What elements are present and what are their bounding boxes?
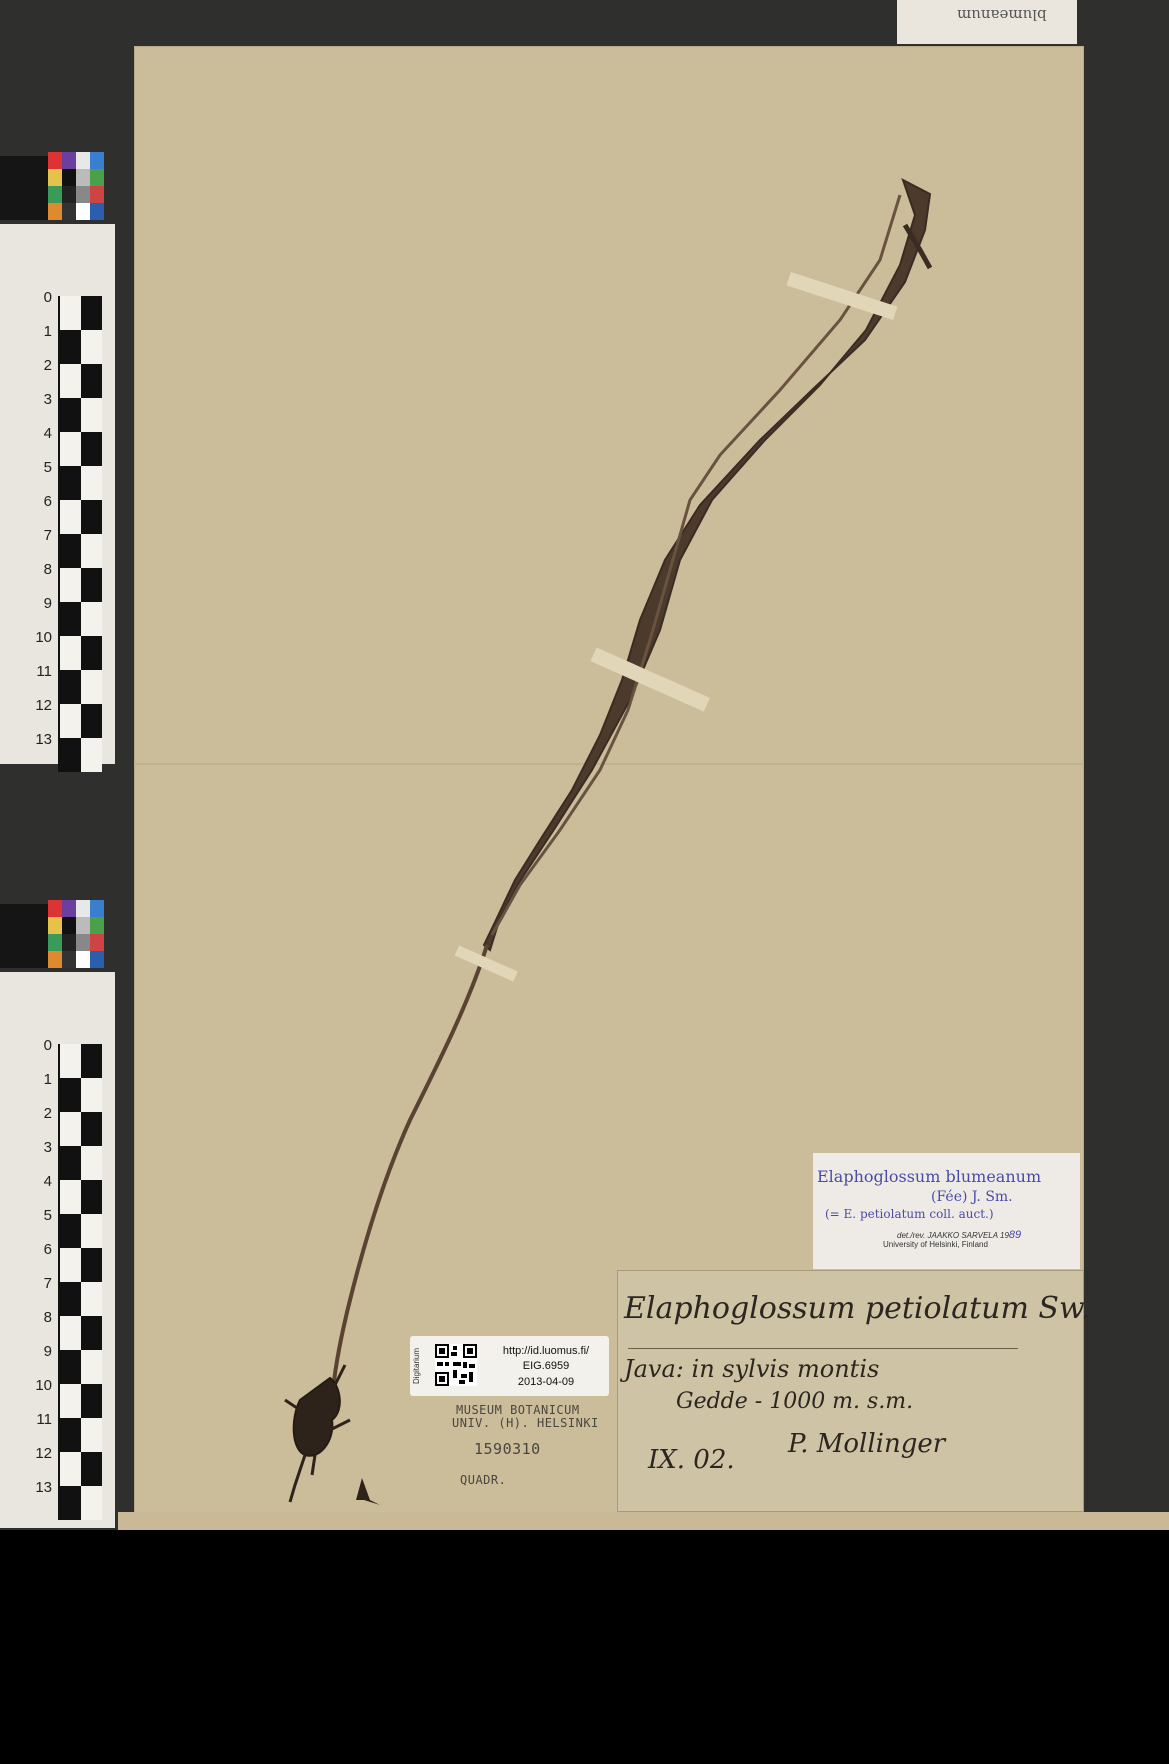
mounting-strip-2	[591, 647, 710, 711]
ruler-number: 13	[35, 1479, 52, 1496]
collector-label	[617, 1270, 1091, 1512]
corner-label-text: blumeanum	[957, 6, 1047, 24]
catalogue-id: EIG.6959	[522, 1360, 570, 1372]
ruler-number: 0	[43, 289, 52, 306]
ruler-number: 7	[43, 527, 52, 544]
fern-stipe	[333, 945, 487, 1390]
museum-stamp-line1: MUSEUM BOTANICUM	[456, 1403, 580, 1417]
ruler-number: 8	[43, 1309, 52, 1326]
ruler-number: 13	[35, 731, 52, 748]
museum-stamp-line2: UNIV. (H). HELSINKI	[452, 1416, 599, 1430]
fern-rhizome	[294, 1378, 340, 1456]
ruler-number: 7	[43, 1275, 52, 1292]
ruler-number: 5	[43, 459, 52, 476]
ruler-number: 2	[43, 1105, 52, 1122]
ruler-number: 12	[35, 1445, 52, 1462]
ruler-number: 11	[36, 663, 52, 680]
ruler-number: 6	[43, 493, 52, 510]
ruler-number: 9	[43, 595, 52, 612]
det-synonym: (= E. petiolatum coll. auct.)	[825, 1207, 994, 1221]
det-taxon-name: Elaphoglossum blumeanum	[817, 1167, 1042, 1186]
ruler-number: 8	[43, 561, 52, 578]
ruler-number: 10	[35, 1377, 52, 1394]
catalogue-url: http://id.luomus.fi/	[502, 1345, 590, 1357]
catalogue-date: 2013-04-09	[517, 1376, 575, 1388]
ruler-number: 6	[43, 1241, 52, 1258]
ruler-number: 0	[43, 1037, 52, 1054]
det-authority: (Fée) J. Sm.	[931, 1189, 1013, 1205]
quadrant-ref: QUADR.	[460, 1473, 507, 1487]
ruler-number: 3	[43, 1139, 52, 1156]
collector-title: Elaphoglossum petiolatum Sw.	[624, 1291, 1091, 1326]
accession-number: 1590310	[474, 1440, 541, 1458]
collection-date: IX. 02.	[648, 1445, 735, 1475]
ruler-number: 9	[43, 1343, 52, 1360]
ruler-number: 1	[43, 1071, 52, 1088]
ruler-number: 5	[43, 1207, 52, 1224]
mounting-strip-1	[787, 272, 898, 320]
digitarium-text: Digitarium	[412, 1347, 421, 1384]
catalogue-label	[410, 1336, 609, 1396]
bottom-edge	[118, 1512, 1169, 1530]
ruler-number: 2	[43, 357, 52, 374]
ruler-number: 3	[43, 391, 52, 408]
qr-code-icon	[435, 1344, 477, 1386]
ruler-number: 11	[36, 1411, 52, 1428]
collector-locality-2: Gedde - 1000 m. s.m.	[676, 1389, 914, 1414]
collector-title-rule	[628, 1348, 1018, 1349]
ruler-number: 10	[35, 629, 52, 646]
ruler-number: 1	[43, 323, 52, 340]
ruler-number: 4	[43, 425, 52, 442]
determination-label	[813, 1153, 1080, 1269]
ruler-number: 4	[43, 1173, 52, 1190]
collector-locality-1: Java: in sylvis montis	[624, 1355, 880, 1383]
fern-fragment	[356, 1478, 380, 1505]
det-institution: University of Helsinki, Finland	[883, 1240, 988, 1249]
det-reviser-text: det./rev. JAAKKO SARVELA 19	[897, 1231, 1009, 1240]
ruler-number: 12	[35, 697, 52, 714]
det-year: 89	[1008, 1229, 1022, 1241]
collector-name: P. Mollinger	[788, 1429, 946, 1459]
